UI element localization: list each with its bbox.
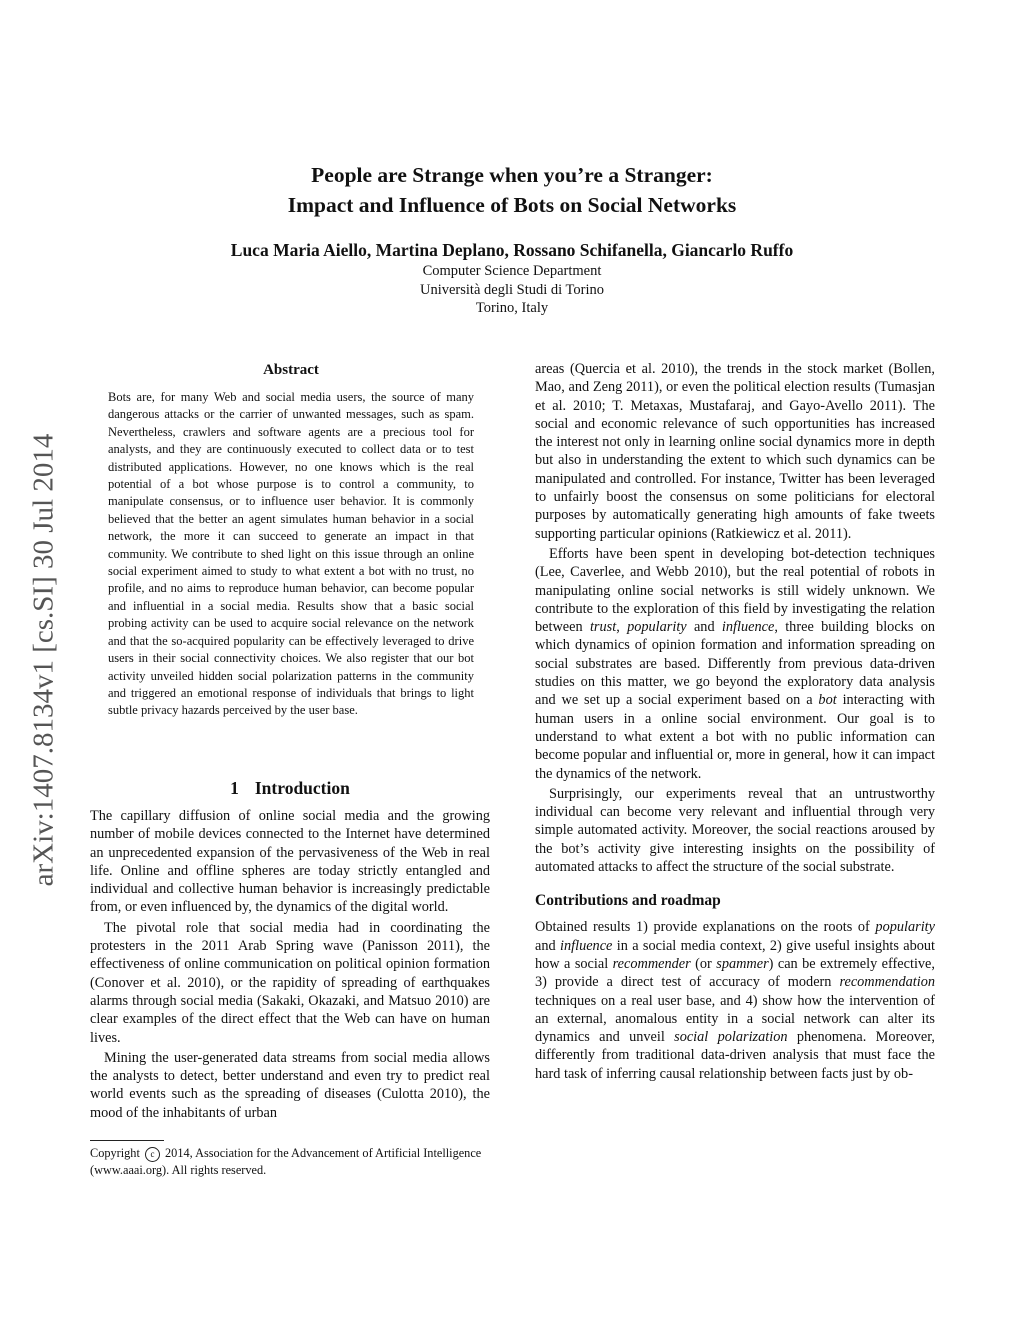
text-run: and [535, 937, 560, 954]
emphasis-influence: influence [560, 937, 613, 954]
emphasis-influence: influence [721, 619, 775, 636]
text-run: , three building blocks on which dynamics of opinion formation and information spreading on social substrates are based. Differently from previous data-driven studies on this matter, we go beyond the exploratory data analysis and we set up a social experiment based on a [535, 619, 935, 709]
text-run: Efforts have been spent in developing bot-detection techniques (Lee, Caverlee, and Webb 2010), but the real potential of robots in manipulating online social networks is still widely unknown. We contribute to the exploration of this field by investigating the relation between [535, 545, 935, 636]
affiliation-line: Computer Science Department [422, 263, 602, 279]
section-heading-introduction [90, 778, 490, 799]
copyright-prefix: Copyright [90, 1146, 140, 1160]
copyright-body: 2014, Association for the Advancement of Artificial Intelligence (www.aaai.org). All rights reserved. [90, 1146, 482, 1177]
title-line-1: People are Strange when you’re a Stranger: [311, 163, 713, 187]
left-column [90, 778, 490, 1122]
intro-paragraph-2: The pivotal role that social media had in coordinating the protesters in the 2011 Arab Spring wave (Panisson 2011), the effectiveness of online communication on political opinion formation (Conover et al. 2010), or the rapidity of spreading of earthquakes alarms through social media (Sakaki, Okazaki, and Matsuo 2010) are clear examples of the direct effect that the Web can have on human lives. [90, 919, 490, 1046]
intro-paragraph-1: The capillary diffusion of online social media and the growing number of mobile devices connected to the Internet have determined an unprecedented expansion of the pervasiveness of the Web in real life. Online and offline spheres are today strictly entangled and individual and collective human behavior is increasingly predictable from, or even influenced by, the dynamics of the digital world. [90, 808, 490, 916]
affiliation-line: Torino, Italy [475, 300, 549, 316]
title-line-2: Impact and Influence of Bots on Social Networks [287, 193, 737, 217]
section-title: Introduction [254, 778, 350, 798]
affiliation [0, 262, 1024, 318]
text-run: in a social media context, 2) give useful insights about how a social [535, 937, 935, 972]
abstract-text: Bots are, for many Web and social media users, the source of many dangerous attacks or the carrier of unwanted messages, such as spam. Nevertheless, crawlers and software agents are a precious tool for analysts, and they are continuously executed to collect data or to test distributed applications. However, no one knows which is the real potential of a bot whose purpose is to control a community, to manipulate consensus, or to influence user behavior. It is commonly believed that the better an agent simulates human behavior in a social network, the more it can succeed to generate an impact in that community. We contribute to shed light on this issue through an online social experiment aimed to study to what extent a bot with no trust, no profile, and no aims to reproduce human behavior, can become popular and influential in a social media. Results show that a basic social probing activity can be used to acquire social relevance on the network and that the so-acquired popularity can be effectively leveraged to drive users in their social connectivity choices. We also register that our bot activity unveiled hidden social polarization patterns in the community and triggered an emotional response of individuals that brings to light subtle privacy hazards perceived by the user base. [108, 390, 474, 718]
contributions-paragraph [535, 918, 935, 1083]
section-number: 1 [230, 778, 239, 798]
arxiv-stamp-text: arXiv:1407.8134v1 [cs.SI] 30 Jul 2014 [27, 433, 60, 887]
contributions-heading: Contributions and roadmap [535, 892, 721, 910]
copyright-text [90, 1145, 490, 1178]
text-run: Obtained results 1) provide explanations on the roots of [535, 919, 876, 936]
emphasis-recommender: recommender [612, 955, 691, 972]
emphasis-spammer: spammer [716, 955, 769, 972]
abstract-heading: Abstract [263, 362, 319, 378]
emphasis-recommendation: recommendation [839, 974, 935, 991]
emphasis-social-polarization: social polarization [674, 1029, 788, 1046]
right-paragraph-3: Surprisingly, our experiments reveal that an untrustworthy individual can become very relevant and influential through very simple automated activity. Moreover, the social reactions aroused by the bot’s activity give interesting insights on the possibility of automated attacks to affect the structure of the social substrate. [535, 785, 935, 876]
text-run: ) can be extremely effective, 3) provide a direct test of accuracy of modern [535, 955, 935, 991]
text-run: phenomena. Moreover, differently from traditional data-driven analysis that must face the hard task of inferring causal relationship between facts just by ob- [535, 1029, 935, 1082]
right-column [535, 360, 935, 1083]
text-run: and [686, 619, 722, 636]
text-run: techniques on a real user base, and 4) show how the intervention of an external, anomalous entity in a social network can alter its dynamics and unveil [535, 992, 935, 1046]
right-paragraph-1: areas (Quercia et al. 2010), the trends in the stock market (Bollen, Mao, and Zeng 2011), or even the political election results (Tumasjan et al. 2010; T. Metaxas, Mustafaraj, and Gayo-Avello 2011). The social and economic relevance of such opportunities has increased the interest not only in learning online social dynamics more in depth but also in understanding the extent to which such dynamics can be manipulated and controlled. For instance, Twitter has been leveraged to unfairly boost the consensus on some politicians for electoral purposes by automatically generating high amounts of fake tweets supporting particular opinions (Ratkiewicz et al. 2011). [535, 361, 935, 542]
author-list: Luca Maria Aiello, Martina Deplano, Rossano Schifanella, Giancarlo Ruffo [230, 240, 794, 260]
intro-paragraph-3: Mining the user-generated data streams from social media allows the analysts to detect, better understand and even try to predict real world events such as the spreading of diseases (Culotta 2010), the mood of the inhabitants of urban [90, 1049, 490, 1121]
copyright-footnote [90, 1140, 490, 1178]
text-run: interacting with human users in a online social environment. Our goal is to understand to what extent a bot with no public information can become popular and influential or, more in general, how it can impact the dynamics of the network. [535, 692, 935, 782]
affiliation-line: Università degli Studi di Torino [420, 281, 604, 298]
right-paragraph-2 [535, 545, 935, 783]
paper-title [0, 160, 1024, 220]
emphasis-popularity: popularity [627, 619, 687, 636]
abstract [108, 362, 474, 720]
emphasis-trust: trust [589, 619, 617, 636]
emphasis-popularity: popularity [875, 919, 935, 936]
text-run: , [616, 619, 628, 636]
emphasis-bot: bot [818, 692, 837, 709]
copyright-icon: c [145, 1147, 160, 1162]
footnote-rule [90, 1140, 164, 1141]
text-run: (or [690, 955, 717, 972]
